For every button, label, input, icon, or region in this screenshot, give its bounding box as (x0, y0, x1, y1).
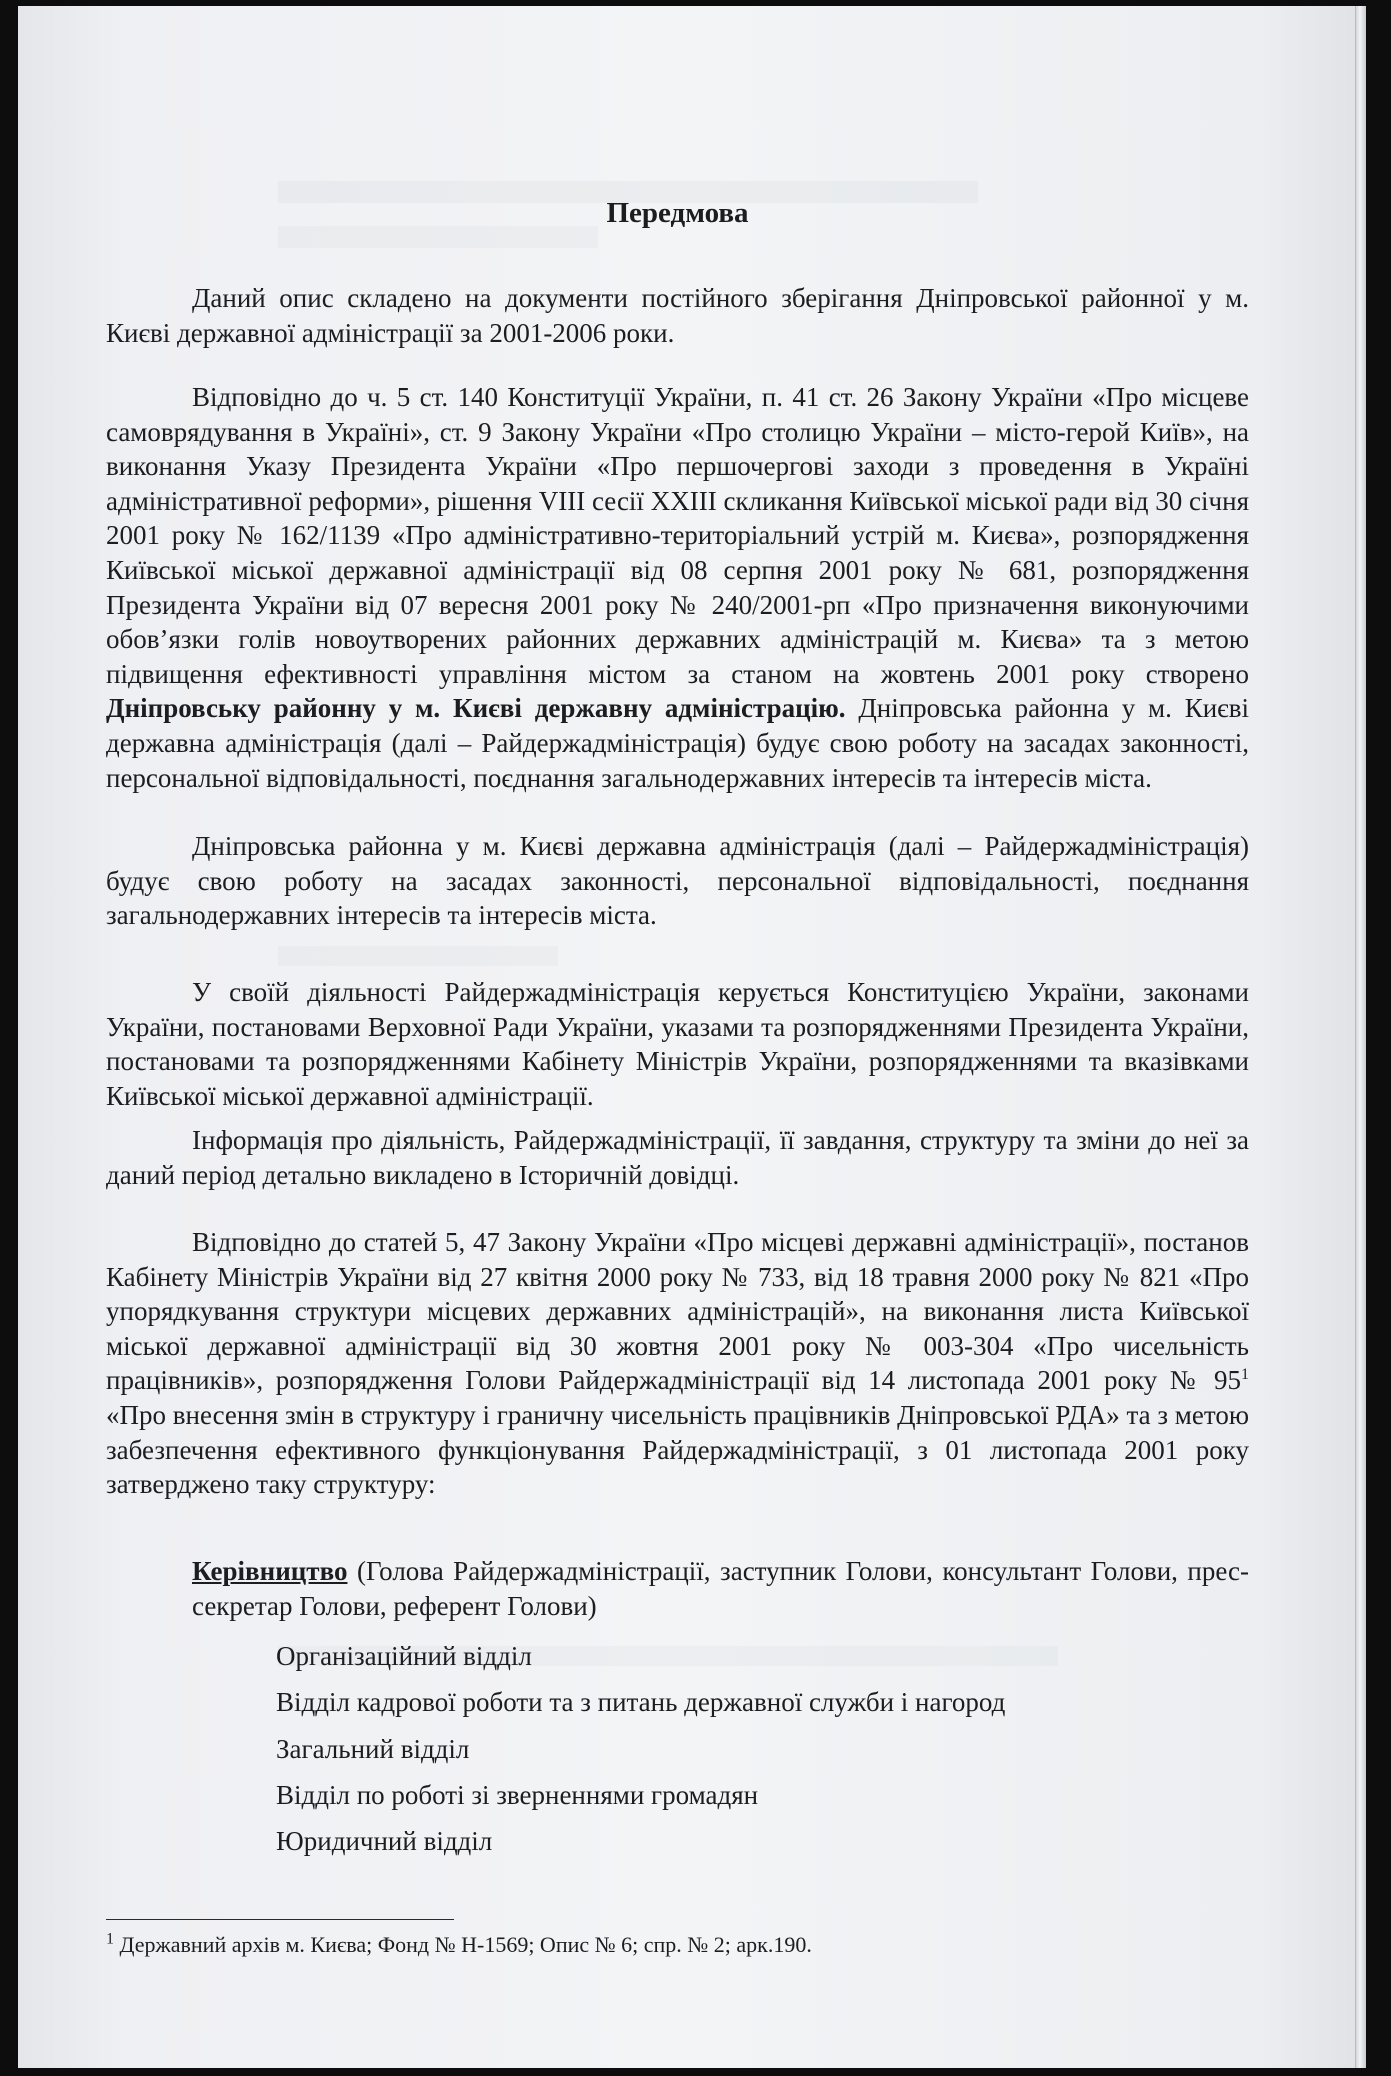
department-item: Юридичний відділ (276, 1826, 493, 1857)
department-item: Відділ кадрової роботи та з питань державної служби і нагород (276, 1687, 1006, 1718)
footnote (106, 1930, 812, 1960)
footnote-text: Державний архів м. Києва; Фонд № Н-1569; Опис № 6; спр. № 2; арк.190. (114, 1932, 812, 1957)
document-page (18, 6, 1366, 2068)
paragraph-text: Відповідно до статей 5, 47 Закону України «Про місцеві державні адміністрації», постанов Кабінету Міністрів України від 27 квітня 2000 року № 733, від 18 травня 2000 року № 821 «Про упорядкування структури місцевих державних адміністрацій», на виконання листа Київської міської державної адміністрації від 30 жовтня 2001 року № 003-304 «Про чисельність працівників», розпорядження Голови Райдержадміністрації від 14 листопада 2001 року № 95 (106, 1227, 1249, 1396)
paragraph-history: Інформація про діяльність, Райдержадміністрації, її завдання, структуру та зміни до неї за даний період детально викладено в Історичній довідці. (106, 1125, 1249, 1190)
department-item: Відділ по роботі зі зверненнями громадян (276, 1779, 759, 1810)
page-edge (1355, 6, 1366, 2068)
paragraph-intro: Даний опис складено на документи постійного зберігання Дніпровської районної у м. Києві державної адміністрації за 2001-2006 роки. (106, 283, 1249, 348)
department-item: Організаційний відділ (276, 1641, 532, 1671)
footnote-reference: 1 (1241, 1366, 1249, 1384)
department-item: Загальний відділ (276, 1733, 470, 1764)
paragraph-legal-basis (106, 380, 1249, 795)
leadership-section (192, 1554, 1249, 1623)
footnote-mark: 1 (106, 1930, 114, 1948)
footnote-divider (106, 1919, 454, 1920)
leadership-description: (Голова Райдержадміністрації, заступник Голови, консультант Голови, прес-секретар Голови, референт Голови) (192, 1556, 1249, 1621)
paragraph-text: Відповідно до ч. 5 ст. 140 Конституції України, п. 41 ст. 26 Закону України «Про місцеве самоврядування в Україні», ст. 9 Закону України «Про столицю України – місто-герой Київ», на виконання Указу Президента України «Про першочергові заходи з проведення в Україні адміністративної реформи», рішення VIII сесії XXIII скликання Київської міської ради від 30 січня 2001 року № 162/1139 «Про адміністративно-територіальний устрій м. Києва», розпорядження Київської міської державної адміністрації від 08 серпня 2001 року № 681, розпорядження Президента України від 07 вересня 2001 року № 240/2001-рп «Про призначення виконуючими обов’язки голів новоутворених районних державних адміністрацій м. Києва» та з метою підвищення ефективності управління містом за станом на жовтень 2001 року створено (106, 382, 1249, 689)
paragraph-guidance: У своїй діяльності Райдержадміністрація керується Конституцією України, законами України, постановами Верховної Ради України, указами та розпорядженнями Президента України, постановами та розпорядженнями Кабінету Міністрів України, розпорядженнями та вказівками Київської міської державної адміністрації. (106, 977, 1249, 1111)
bleed-through-mark (278, 946, 558, 966)
paragraph-text: Дніпровська районна у м. Києві державна адміністрація (далі – Райдержадміністрація) будує свою роботу на засадах законності, персональної відповідальності, поєднання загальнодержавних інтересів та інтересів міста. (106, 693, 1249, 793)
paragraph-structure (106, 1225, 1249, 1502)
paragraph-bold-text: Дніпровську районну у м. Києві державну адміністрацію. (106, 693, 846, 724)
department-list (276, 1639, 1005, 1870)
page-title: Передмова (606, 197, 749, 229)
paragraph-principles: Дніпровська районна у м. Києві державна адміністрація (далі – Райдержадміністрація) будує свою роботу на засадах законності, персональної відповідальності, поєднання загальнодержавних інтересів та інтересів міста. (106, 831, 1249, 931)
paragraph-text: «Про внесення змін в структуру і граничну чисельність працівників Дніпровської РДА» та з метою забезпечення ефективного функціонування Райдержадміністрації, з 01 листопада 2001 року затверджено таку структуру: (106, 1399, 1249, 1500)
leadership-title: Керівництво (192, 1556, 348, 1586)
